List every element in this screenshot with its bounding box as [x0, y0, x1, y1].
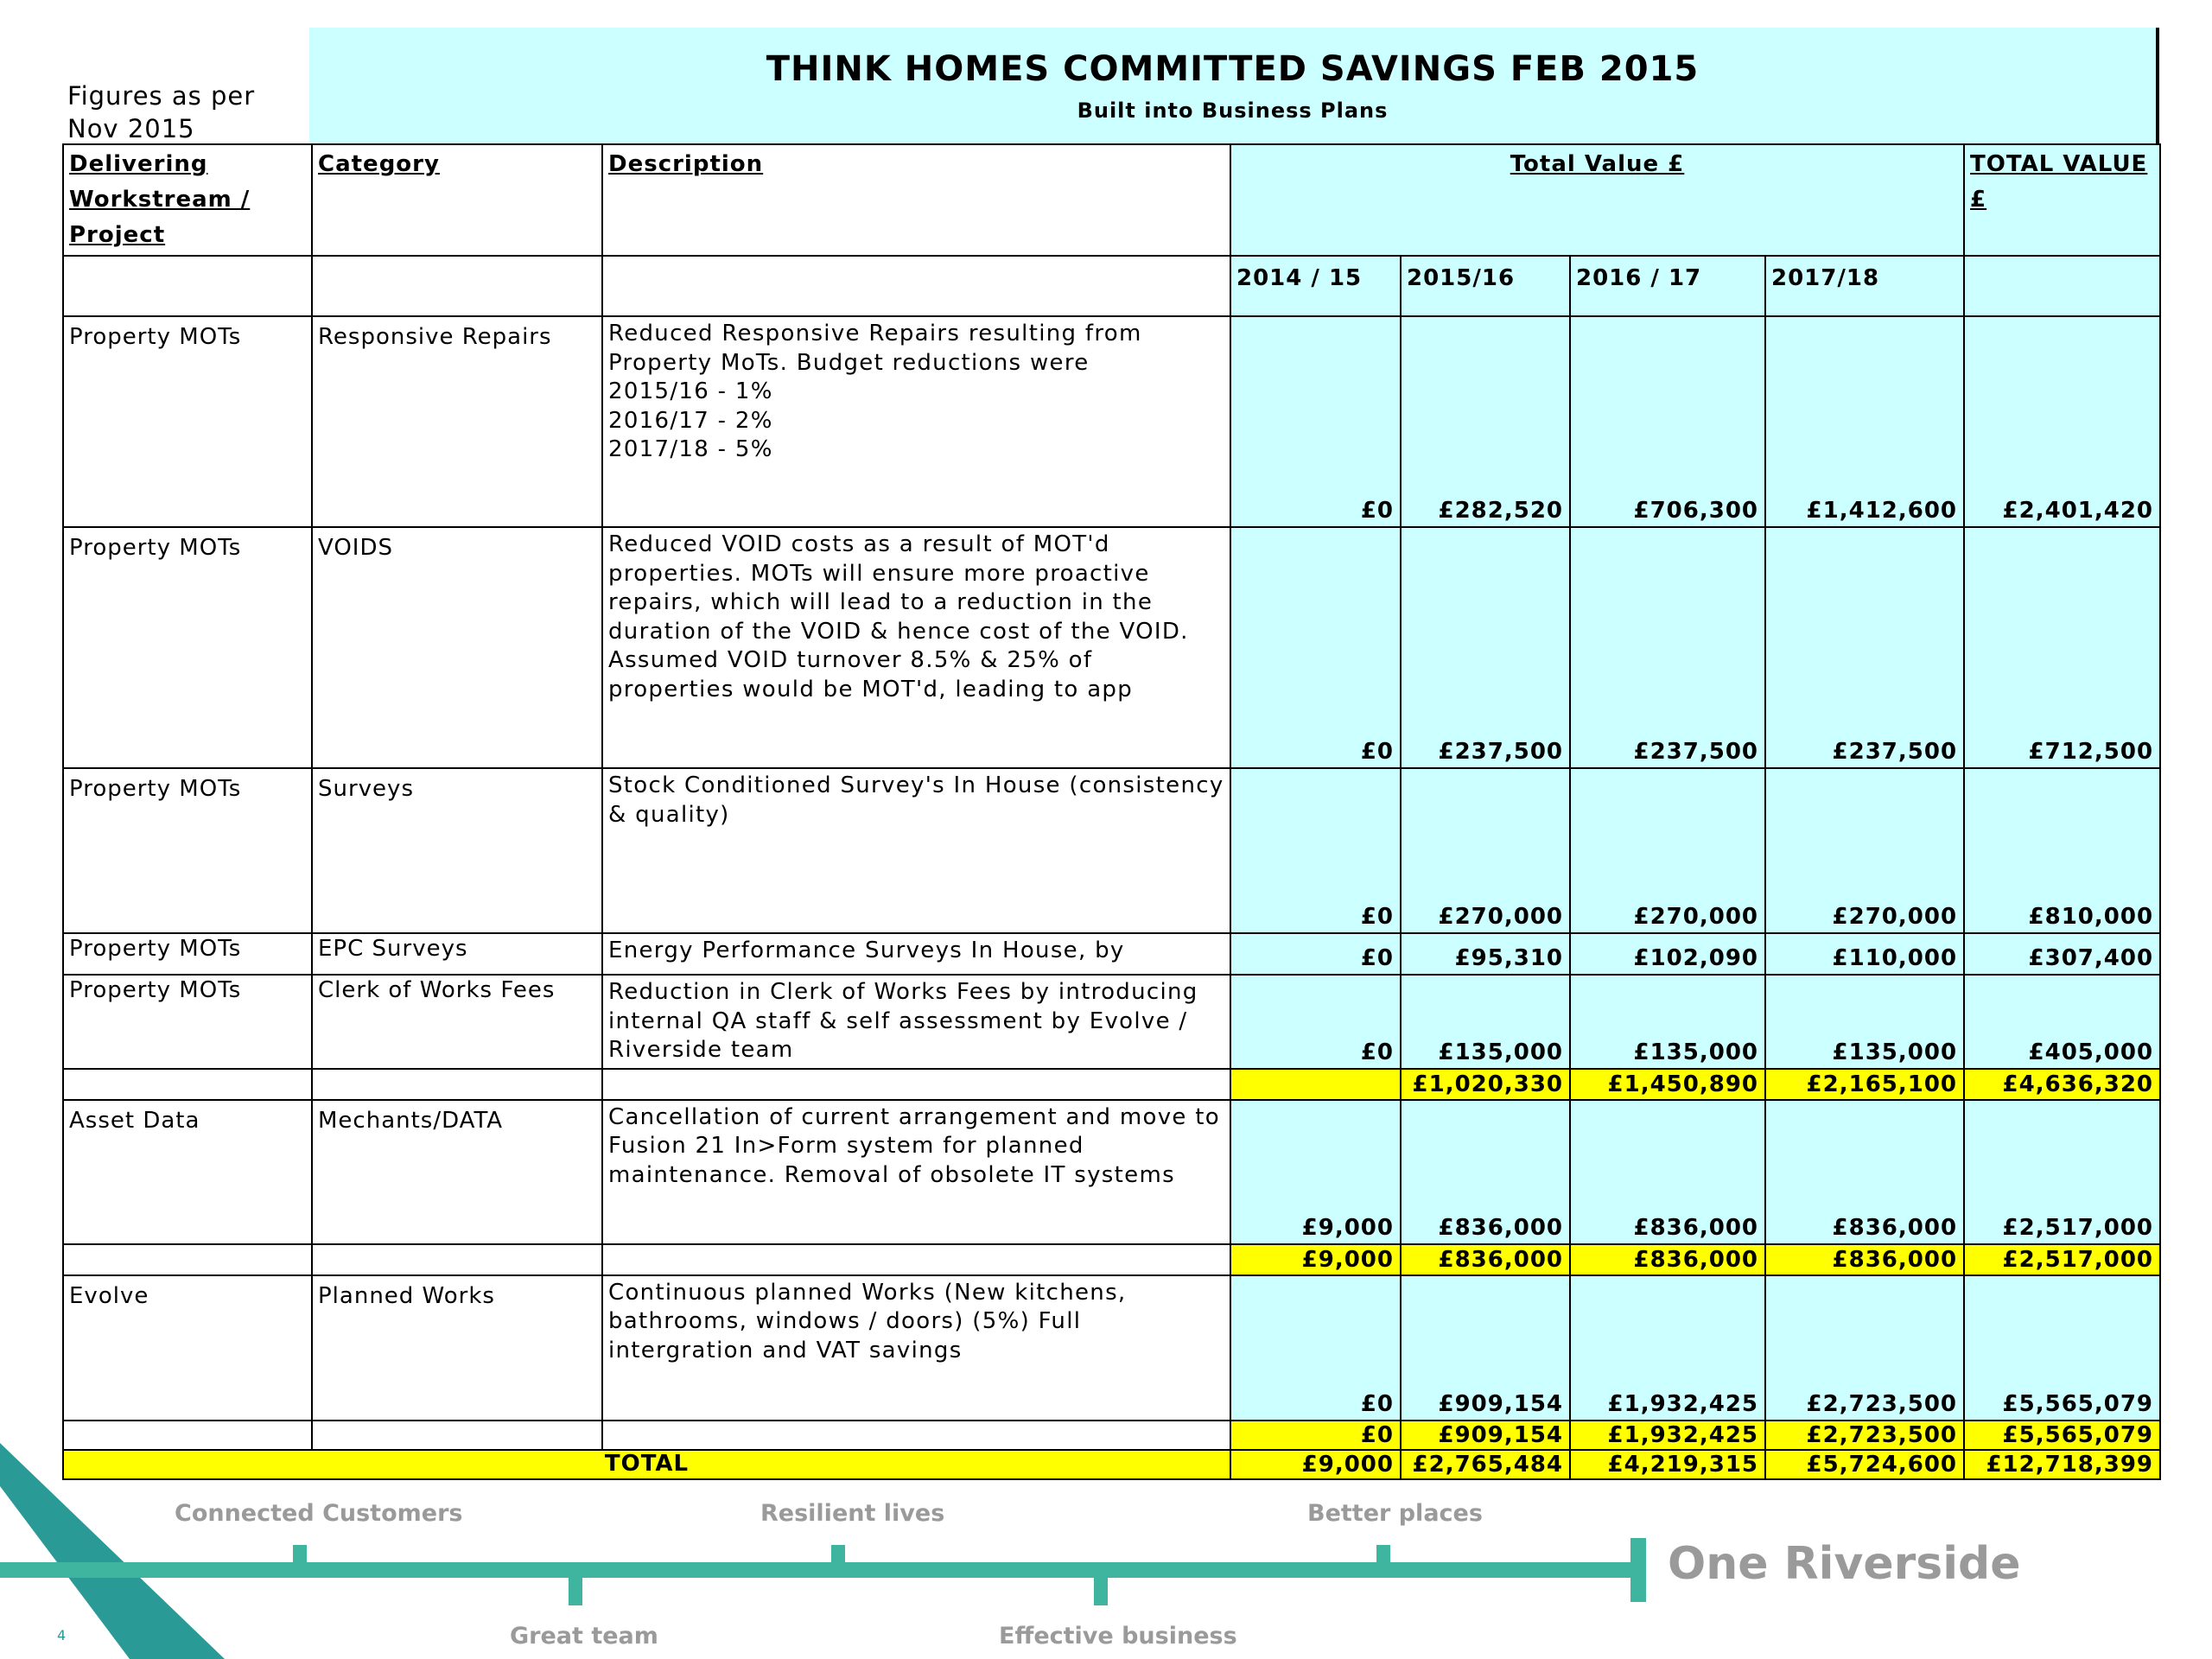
- savings-table: [62, 143, 2161, 1480]
- figures-note-line1: Figures as per: [67, 81, 256, 111]
- year-2015: 2015/16: [1401, 256, 1570, 316]
- header-category: Category: [312, 144, 602, 256]
- value-2017: £237,500: [1765, 527, 1964, 768]
- value-2017: £110,000: [1765, 933, 1964, 975]
- total-label: TOTAL: [63, 1450, 1230, 1479]
- subtotal-2014: £0: [1230, 1421, 1401, 1450]
- value-total: £2,517,000: [1964, 1100, 2160, 1244]
- total-2017: £5,724,600: [1765, 1450, 1964, 1479]
- value-2016: £270,000: [1570, 768, 1765, 933]
- value-2015: £237,500: [1401, 527, 1570, 768]
- value-2016: £135,000: [1570, 975, 1765, 1069]
- value-total: £2,401,420: [1964, 316, 2160, 527]
- total-2014: £9,000: [1230, 1450, 1401, 1479]
- subtotal-2014: £9,000: [1230, 1244, 1401, 1275]
- subtotal-total: £5,565,079: [1964, 1421, 2160, 1450]
- row-description: Reduction in Clerk of Works Fees by introducing internal QA staff & self assessment by Evolve / Riverside team: [602, 975, 1230, 1069]
- table-row: [63, 1100, 2160, 1244]
- value-total: £405,000: [1964, 975, 2160, 1069]
- row-workstream: Asset Data: [63, 1100, 312, 1244]
- subtotal-2016: £836,000: [1570, 1244, 1765, 1275]
- row-workstream: Property MOTs: [63, 975, 312, 1069]
- page-subtitle: Built into Business Plans: [1077, 99, 1389, 123]
- value-2016: £1,932,425: [1570, 1275, 1765, 1421]
- subtotal-total: £4,636,320: [1964, 1069, 2160, 1100]
- footer-label-connected-customers: Connected Customers: [175, 1500, 463, 1527]
- total-2015: £2,765,484: [1401, 1450, 1570, 1479]
- value-2015: £836,000: [1401, 1100, 1570, 1244]
- year-2014: 2014 / 15: [1230, 256, 1401, 316]
- subtotal-2017: £836,000: [1765, 1244, 1964, 1275]
- table-row: [63, 527, 2160, 768]
- value-2017: £1,412,600: [1765, 316, 1964, 527]
- subtotal-2014: [1230, 1069, 1401, 1100]
- subtotal-2015: £836,000: [1401, 1244, 1570, 1275]
- subtotal-total: £2,517,000: [1964, 1244, 2160, 1275]
- row-workstream: Evolve: [63, 1275, 312, 1421]
- year-row: [63, 256, 2160, 316]
- row-category: EPC Surveys: [312, 933, 602, 975]
- value-2015: £95,310: [1401, 933, 1570, 975]
- header-description: Description: [602, 144, 1230, 256]
- footer-label-effective-business: Effective business: [999, 1623, 1237, 1649]
- value-2017: £836,000: [1765, 1100, 1964, 1244]
- table-row: [63, 1275, 2160, 1421]
- value-2017: £135,000: [1765, 975, 1964, 1069]
- table-row: [63, 768, 2160, 933]
- footer-tick: [1094, 1574, 1108, 1605]
- table-row: [63, 975, 2160, 1069]
- figures-note: [67, 79, 301, 145]
- value-2014: £0: [1230, 975, 1401, 1069]
- value-2016: £237,500: [1570, 527, 1765, 768]
- subtotal-2017: £2,165,100: [1765, 1069, 1964, 1100]
- table-row: [63, 933, 2160, 975]
- footer-line: [0, 1562, 1646, 1578]
- value-total: £307,400: [1964, 933, 2160, 975]
- footer-tick: [293, 1545, 307, 1566]
- value-2015: £909,154: [1401, 1275, 1570, 1421]
- footer-label-resilient-lives: Resilient lives: [760, 1500, 945, 1527]
- row-workstream: Property MOTs: [63, 316, 312, 527]
- row-workstream: Property MOTs: [63, 933, 312, 975]
- value-2014: £9,000: [1230, 1100, 1401, 1244]
- value-2015: £270,000: [1401, 768, 1570, 933]
- year-2017: 2017/18: [1765, 256, 1964, 316]
- footer-label-better-places: Better places: [1307, 1500, 1483, 1527]
- table-row: [63, 316, 2160, 527]
- total-2016: £4,219,315: [1570, 1450, 1765, 1479]
- value-2015: £135,000: [1401, 975, 1570, 1069]
- row-description: Reduced Responsive Repairs resulting from Property MoTs. Budget reductions were 2015/16 - 1% 2016/17 - 2% 2017/18 - 5%: [602, 316, 1230, 527]
- subtotal-2016: £1,450,890: [1570, 1069, 1765, 1100]
- value-total: £5,565,079: [1964, 1275, 2160, 1421]
- footer-line-end: [1630, 1538, 1646, 1602]
- row-category: Planned Works: [312, 1275, 602, 1421]
- row-category: Surveys: [312, 768, 602, 933]
- page-title: THINK HOMES COMMITTED SAVINGS FEB 2015: [766, 49, 1700, 89]
- row-description: Continuous planned Works (New kitchens, bathrooms, windows / doors) (5%) Full intergration and VAT savings: [602, 1275, 1230, 1421]
- subtotal-row-asset: [63, 1244, 2160, 1275]
- page-number: 4: [57, 1627, 67, 1643]
- header-total-value: Total Value £: [1230, 144, 1964, 256]
- value-2015: £282,520: [1401, 316, 1570, 527]
- subtotal-2015: £909,154: [1401, 1421, 1570, 1450]
- year-2016: 2016 / 17: [1570, 256, 1765, 316]
- value-2014: £0: [1230, 1275, 1401, 1421]
- value-total: £810,000: [1964, 768, 2160, 933]
- subtotal-row-mots: [63, 1069, 2160, 1100]
- footer-tick: [1376, 1545, 1390, 1566]
- header-total-value-all: TOTAL VALUE £: [1964, 144, 2160, 256]
- subtotal-2015: £1,020,330: [1401, 1069, 1570, 1100]
- subtotal-2016: £1,932,425: [1570, 1421, 1765, 1450]
- value-2014: £0: [1230, 527, 1401, 768]
- value-2016: £102,090: [1570, 933, 1765, 975]
- footer-diagonal-stripe: [0, 1443, 225, 1659]
- value-2014: £0: [1230, 768, 1401, 933]
- row-description: Energy Performance Surveys In House, by: [602, 933, 1230, 975]
- row-description: Reduced VOID costs as a result of MOT'd properties. MOTs will ensure more proactive repairs, which will lead to a reduction in the duration of the VOID & hence cost of the VOID. Assumed VOID turnover 8.5% & 25% of properties would be MOT'd, leading to app: [602, 527, 1230, 768]
- value-2014: £0: [1230, 933, 1401, 975]
- brand-logo-text: One Riverside: [1668, 1538, 2021, 1590]
- row-category: Responsive Repairs: [312, 316, 602, 527]
- row-description: Stock Conditioned Survey's In House (consistency & quality): [602, 768, 1230, 933]
- footer-label-great-team: Great team: [510, 1623, 658, 1649]
- row-workstream: Property MOTs: [63, 768, 312, 933]
- value-2014: £0: [1230, 316, 1401, 527]
- row-category: VOIDS: [312, 527, 602, 768]
- row-workstream: Property MOTs: [63, 527, 312, 768]
- footer-tick: [831, 1545, 845, 1566]
- header-row: [63, 144, 2160, 256]
- header-workstream: Delivering Workstream / Project: [63, 144, 312, 256]
- value-total: £712,500: [1964, 527, 2160, 768]
- value-2017: £270,000: [1765, 768, 1964, 933]
- row-category: Mechants/DATA: [312, 1100, 602, 1244]
- value-2016: £836,000: [1570, 1100, 1765, 1244]
- value-2017: £2,723,500: [1765, 1275, 1964, 1421]
- row-category: Clerk of Works Fees: [312, 975, 602, 1069]
- subtotal-2017: £2,723,500: [1765, 1421, 1964, 1450]
- total-all: £12,718,399: [1964, 1450, 2160, 1479]
- value-2016: £706,300: [1570, 316, 1765, 527]
- row-description: Cancellation of current arrangement and move to Fusion 21 In>Form system for planned maintenance. Removal of obsolete IT systems: [602, 1100, 1230, 1244]
- footer-tick: [569, 1574, 582, 1605]
- figures-note-line2: Nov 2015: [67, 114, 195, 143]
- title-banner: [309, 28, 2159, 145]
